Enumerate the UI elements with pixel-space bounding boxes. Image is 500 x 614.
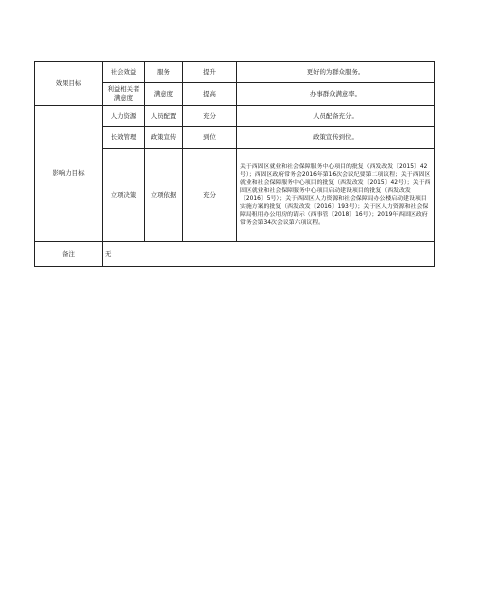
sub-indicator: 立项决策 xyxy=(103,149,145,242)
remark-label: 备注 xyxy=(35,242,103,267)
indicator: 立项依据 xyxy=(145,149,183,242)
indicator-value: 到位 xyxy=(183,127,237,149)
performance-goal-table xyxy=(34,61,435,267)
sub-indicator: 人力资源 xyxy=(103,106,145,127)
sub-indicator: 长效管理 xyxy=(103,127,145,149)
table-row xyxy=(35,62,435,83)
sub-indicator: 社会效益 xyxy=(103,62,145,83)
remark-value: 无 xyxy=(103,242,435,267)
indicator-description: 政策宣传到位。 xyxy=(237,127,435,149)
indicator-description: 人员配备充分。 xyxy=(237,106,435,127)
indicator-description: 办事群众满意率。 xyxy=(237,83,435,106)
indicator-value: 提升 xyxy=(183,62,237,83)
indicator-value: 提高 xyxy=(183,83,237,106)
indicator: 政策宣传 xyxy=(145,127,183,149)
indicator: 满意度 xyxy=(145,83,183,106)
indicator-description: 关于西固区就业和社会保障服务中心项目的批复（西发改发〔2015〕42号）；西固区政府常务会2016年第16次会议纪要第二项议程；关于西固区就业和社会保障服务中心项目的批复（西发改发〔2015〕42号）；关于西固区就业和社会保障服务中心项目启动建设项目的批复（西发改发〔2016〕5号）；关于西固区人力资源和社会保障局办公楼启动建设项目实施方案的批复（西发改发〔2016〕193号）；关于区人力资源和社会保障局租用办公用房的请示（西事管〔2018〕16号）；2019年西固区政府常务会第34次会议第六项议程。 xyxy=(237,149,435,242)
category-effect-goal: 效果目标 xyxy=(35,62,103,106)
category-impact-goal: 影响力目标 xyxy=(35,106,103,242)
table-row-remark xyxy=(35,242,435,267)
indicator-value: 充分 xyxy=(183,149,237,242)
sub-indicator: 利益相关者满意度 xyxy=(103,83,145,106)
indicator: 服务 xyxy=(145,62,183,83)
indicator: 人员配置 xyxy=(145,106,183,127)
indicator-description: 更好的为群众服务。 xyxy=(237,62,435,83)
table-row xyxy=(35,106,435,127)
indicator-value: 充分 xyxy=(183,106,237,127)
